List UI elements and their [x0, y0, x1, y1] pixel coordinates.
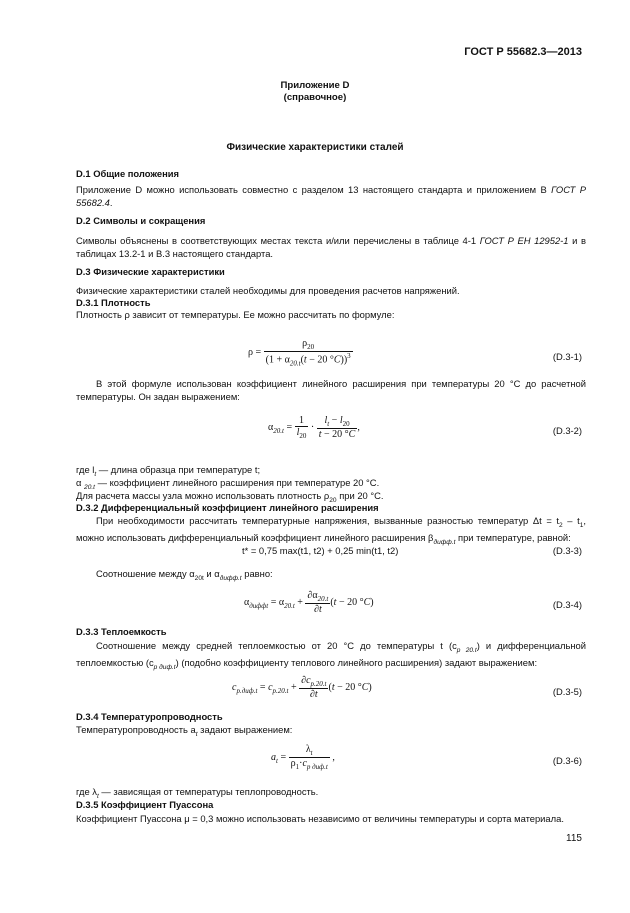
d32-text-a: При необходимости рассчитать температурные напряжения, вызванные разностью температур Δt = t [96, 515, 560, 526]
equation-d3-4-number: (D.3-4) [552, 599, 582, 610]
where-density-tail: при 20 °С. [336, 490, 384, 501]
equation-d3-3: t* = 0,75 max(t1, t2) + 0,25 min(t1, t2) [242, 545, 399, 556]
equation-d3-5: $c_{p.диф.t} = c_{p.20.t}$ + $\frac{\partial c_{p.20.t}}{\partial t}$ (t − 20 °C) [232, 675, 372, 700]
section-d31-text: Плотность ρ зависит от температуры. Ее можно рассчитать по формуле: [76, 309, 395, 320]
where-density-text: Для расчета массы узла можно использовать плотность ρ [76, 490, 330, 501]
ratio-text-c: равно: [241, 568, 273, 579]
appendix-heading [0, 80, 630, 104]
ratio-text-a: Соотношение между α [96, 568, 195, 579]
d1-text-a: Приложение D можно использовать совместно с разделом 13 настоящего стандарта и приложением В [76, 184, 552, 195]
equation-d3-5-number: (D.3-5) [552, 686, 582, 697]
d2-text-a: Символы объяснены в соответствующих местах текста и/или перечислены в таблице 4-1 [76, 235, 480, 246]
section-d35-heading: D.3.5 Коэффициент Пуассона [76, 799, 214, 810]
appendix-subtitle: (справочное) [283, 92, 347, 103]
d32-text-c: , можно использовать дифференциальный коэффициент линейного расширения β [76, 515, 586, 544]
where-lambda: где $\lambda_t$ — зависящая от температуры теплопроводность. [76, 786, 319, 800]
section-d34-text: Температуропроводность $a_t$ задают выражением: [76, 724, 293, 738]
section-d31-heading: D.3.1 Плотность [76, 297, 151, 308]
d34-text-a: Температуропроводность a [76, 724, 196, 735]
document-code: ГОСТ Р 55682.3—2013 [464, 46, 582, 58]
where-alpha: α $_{20.t}$ — коэффициент линейного расширения при температуре 20 °С. [76, 477, 380, 491]
section-d3-intro: Физические характеристики сталей необходимы для проведения расчетов напряжений. [76, 285, 460, 296]
section-d3-heading: D.3 Физические характеристики [76, 266, 225, 277]
d2-text-b: и в таблицах 13.2-1 и В.3 настоящего стандарта. [76, 235, 586, 259]
equation-d3-3-number: (D.3-3) [552, 545, 582, 556]
section-d2-text [76, 235, 586, 260]
where-lt: где $l_t$ — длина образца при температуре t; [76, 464, 261, 478]
where-density: Для расчета массы узла можно использовать плотность $\rho_{20}$ при 20 °С. [76, 490, 384, 504]
eq1-explanation: В этой формуле использован коэффициент линейного расширения при температуры 20 °С до расчетной температуры. Он задан выражением: [76, 378, 586, 402]
section-d33-text: Соотношение между средней теплоемкостью от 20 °С до температуры t $(c_{p 20.t})$ и дифференциальной теплоемкостью $(c_{р диф.t})$ (подобно коэффициенту теплового линейного расширения) задают выражением: [76, 640, 587, 672]
d32-text-b: – t [562, 515, 580, 526]
section-d1-text [76, 184, 586, 209]
d33-text-a: Соотношение между средней теплоемкостью от 20 °С до температуры t (c [96, 640, 457, 651]
equation-d3-1-number: (D.3-1) [552, 351, 582, 362]
where-lt-label: где l [76, 464, 95, 475]
equation-d3-1: ρ = $\frac{\rho_{20}}{(1 + \alpha_{20.t}(t - 20 ^\circ C))^3}$ [248, 338, 351, 368]
d32-text-d: при температуре, равной: [455, 532, 571, 544]
section-d32-heading: D.3.2 Дифференциальный коэффициент линейного расширения [76, 502, 379, 513]
main-title: Физические характеристики сталей [226, 142, 404, 153]
equation-d3-6: $a_t$ = $\frac{\lambda_t}{\rho_1\cdot c_{р диф.t}}$ , [271, 744, 335, 771]
d33-text-c: ) (подобно коэффициенту теплового линейного расширения) задают выражением: [175, 657, 538, 669]
ratio-text-b: и α [203, 568, 220, 579]
section-d2-heading: D.2 Символы и сокращения [76, 215, 206, 226]
d34-text-b: задают выражением: [197, 724, 293, 735]
section-d1-heading: D.1 Общие положения [76, 168, 179, 179]
equation-d3-6-number: (D.3-6) [552, 755, 582, 766]
page-number: 115 [566, 833, 582, 844]
section-d35-text: Коэффициент Пуассона μ = 0,3 можно использовать независимо от величины температуры и сорта материала. [76, 813, 564, 824]
where-lt-desc: — длина образца при температуре t; [96, 464, 261, 475]
section-d32-text: При необходимости рассчитать температурные напряжения, вызванные разностью температур $\Delta t = t_2 - t_1$, можно использовать дифференциальный коэффициент линейного расширения $\beta_{дифф.t}$ при температуре, равной: [76, 515, 586, 547]
where-alpha-desc: — коэффициент линейного расширения при температуре 20 °С. [95, 477, 380, 488]
section-d34-heading: D.3.4 Температуропроводность [76, 711, 223, 722]
equation-d3-2-number: (D.3-2) [552, 425, 582, 436]
equation-d3-2: $\alpha_{20.t}$ = $\frac{1}{l_{20}}$ · $\frac{l_t - l_{20}}{t - 20 ^\circ C}$ , [268, 415, 360, 440]
d2-reference: ГОСТ Р ЕН 12952-1 [479, 235, 569, 246]
where-lambda-desc: — зависящая от температуры теплопроводность. [98, 786, 319, 797]
appendix-title: Приложение D [280, 80, 350, 91]
d1-text-b: . [109, 196, 113, 208]
d1-reference: ГОСТ Р 55682.4 [76, 184, 586, 208]
d33-text-b: ) и дифференциальной теплоемкостью (c [76, 640, 587, 669]
ratio-text: Соотношение между $\alpha_{20t}$ и $\alpha_{дифф.t}$ равно: [96, 568, 273, 582]
section-d33-heading: D.3.3 Теплоемкость [76, 626, 167, 637]
equation-d3-4: $\alpha_{диффt} = \alpha_{20.t}$ + $\frac{\partial\alpha_{20.t}}{\partial t}$ (t − 20 °C) [244, 590, 374, 615]
